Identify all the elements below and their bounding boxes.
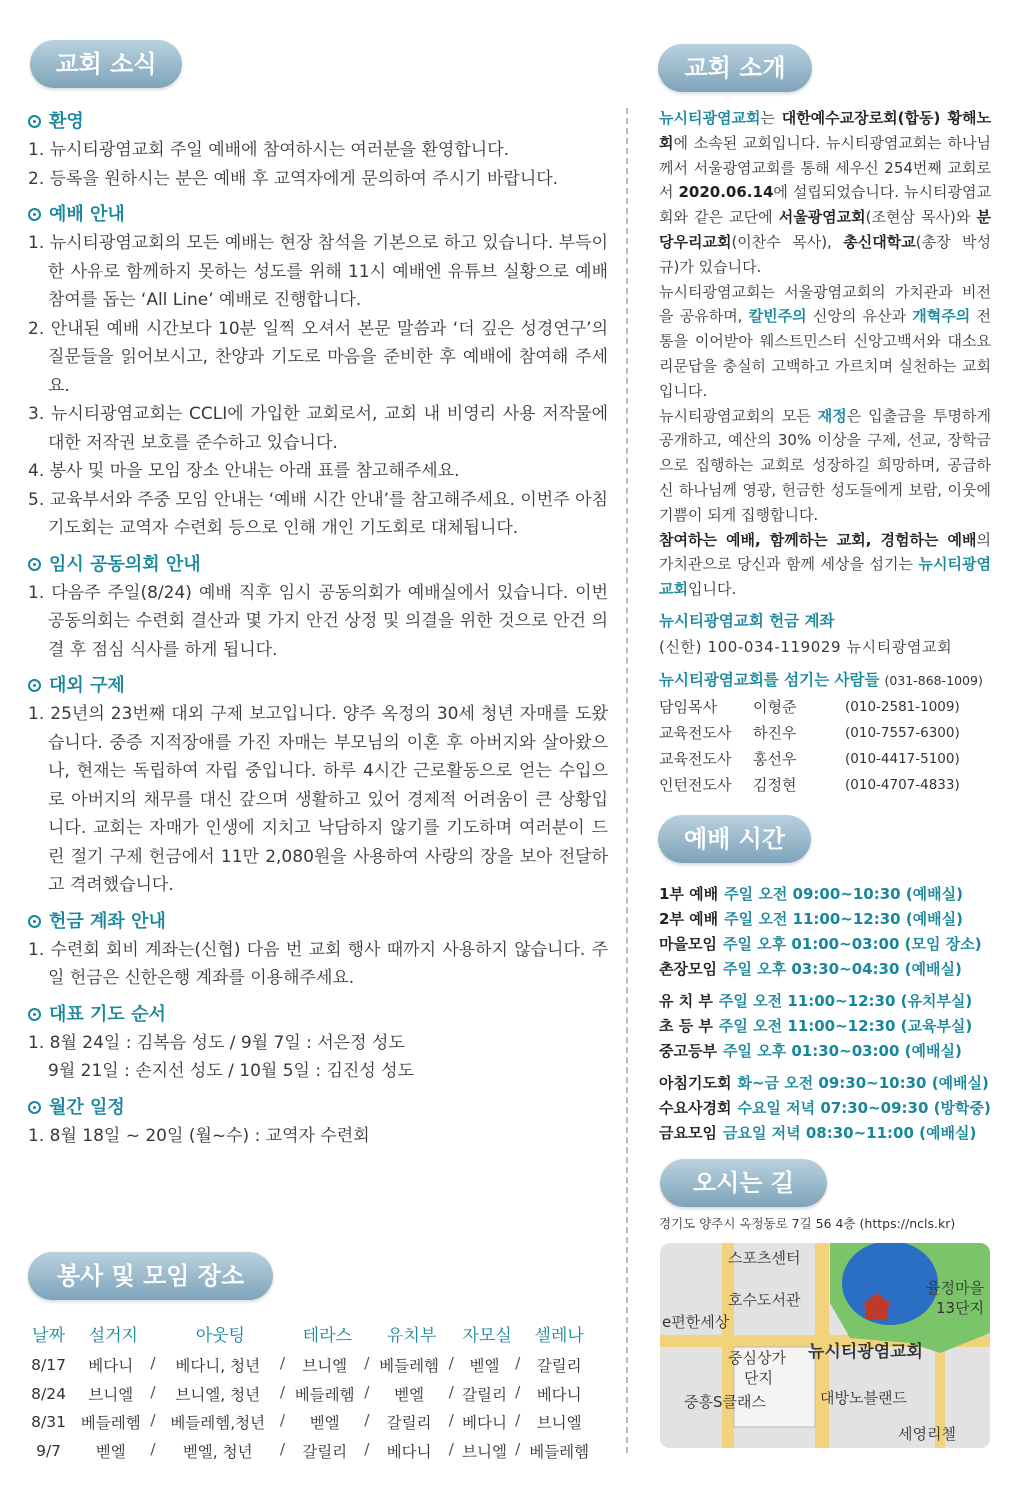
keyword: 재정 (817, 406, 847, 425)
separator: / (515, 1354, 521, 1373)
worship-name: 금요모임 (659, 1124, 717, 1142)
worship-time: 화~금 오전 09:30~10:30 (예배실) (737, 1074, 989, 1092)
table-row (26, 1380, 598, 1409)
founding-date: 2020.06.14 (678, 183, 774, 202)
intro-text: 뉴시티광염교회의 모든 (659, 406, 818, 425)
bullet-icon (28, 915, 41, 928)
news-heading (30, 40, 182, 88)
staff-name: 홍선우 (753, 750, 797, 768)
news-item: 5. 교육부서와 주중 모임 안내는 ‘예배 시간 안내’를 참고해주세요. 이번주 아침 기도회는 교역자 수련회 등으로 인해 개인 기도회로 대체됩니다. (28, 489, 608, 538)
table-cell: 브니엘 (462, 1442, 507, 1461)
intro-heading-text: 교회 소개 (684, 54, 786, 82)
table-cell: 8/17 (31, 1356, 66, 1375)
worship-name: 유 치 부 (659, 992, 713, 1010)
motto: 참여하는 예배, 함께하는 교회, 경험하는 예배 (659, 530, 977, 549)
table-cell: 베다니 (536, 1385, 582, 1404)
address: 경기도 양주시 옥정동로 7길 56 4층 (https://ncls.kr) (659, 1216, 956, 1231)
separator: / (448, 1354, 454, 1373)
map-label-chapel: 세영리첼 (898, 1425, 956, 1443)
section-title (28, 108, 608, 136)
section-title-text: 예배 안내 (49, 204, 125, 225)
worship-time: 금요일 저녁 08:30~11:00 (예배실) (722, 1124, 977, 1142)
staff-role: 담임목사 (659, 698, 717, 716)
separator: / (364, 1382, 370, 1401)
intro-text: 신앙의 유산과 (806, 307, 913, 326)
table-cell: 벧엘 (95, 1442, 126, 1461)
table-header: 설거지 (88, 1325, 138, 1346)
staff-name: 이형준 (753, 698, 797, 716)
table-cell: 베다니 (386, 1442, 432, 1461)
table-header: 테라스 (302, 1325, 352, 1346)
service-table-heading (28, 1252, 273, 1300)
section-title (28, 1094, 608, 1122)
table-cell: 벧엘, 청년 (182, 1442, 253, 1461)
worship-row (659, 882, 991, 907)
table-cell: 갈릴리 (386, 1414, 432, 1433)
section-title-text: 환영 (49, 111, 84, 132)
map-label-village: 율정마을 (926, 1279, 984, 1297)
news-item: 4. 봉사 및 마을 모임 장소 안내는 아래 표를 참고해주세요. (28, 461, 460, 481)
bullet-icon (28, 115, 41, 128)
table-row (26, 1437, 598, 1466)
worship-heading (658, 815, 811, 863)
separator: / (279, 1382, 286, 1401)
worship-row (659, 989, 991, 1014)
staff-block (659, 667, 991, 798)
directions-heading (660, 1159, 827, 1207)
table-cell: 베다니 (88, 1357, 134, 1376)
table-header: 날짜 (32, 1325, 65, 1346)
separator: / (150, 1382, 156, 1401)
bullet-icon (28, 679, 41, 692)
sister-church: 서울광염교회 (778, 208, 866, 227)
intro-text: 전통을 이어받아 웨스트민스터 신앙고백서와 대소요리문답을 충실히 고백하고 가르치며 실천하는 교회입니다. (659, 307, 991, 400)
table-cell: 브니엘, 청년 (175, 1385, 261, 1404)
table-cell: 베들레헴 (80, 1414, 141, 1433)
worship-time: 주일 오후 01:00~03:00 (모임 장소) (722, 935, 982, 953)
intro-text: 뉴시티광염교회는 서울광염교회의 가치관과 비전을 공유하며, (659, 282, 991, 326)
worship-row (659, 1071, 991, 1096)
staff-phone: (010-4707-4833) (845, 777, 960, 793)
column-divider (626, 108, 628, 1453)
worship-time: 주일 오후 01:30~03:00 (예배실) (722, 1042, 962, 1060)
news-item: 1. 다음주 주일(8/24) 예배 직후 임시 공동의회가 예배실에서 있습니다. 이번 공동의회는 수련회 결산과 몇 가지 안건 상정 및 의결을 위한 것으로 안건 의결 후 점심 식사를 하게 됩니다. (28, 582, 608, 660)
table-cell: 브니엘 (302, 1357, 348, 1376)
staff-role: 교육전도사 (659, 724, 732, 742)
section-title-text: 대외 구제 (49, 675, 125, 696)
separator: / (515, 1439, 521, 1458)
news-item: 1. 8월 24일 : 김복음 성도 / 9월 7일 : 서은정 성도 (28, 1032, 405, 1053)
location-map (660, 1243, 990, 1448)
account-number: (신한) 100-034-119029 뉴시티광염교회 (659, 638, 953, 656)
section-title (28, 551, 608, 579)
intro-text: 은 입출금을 투명하게 공개하고, 예산의 30% 이상을 구제, 선교, 장학금으로 집행하는 교회로 성장하길 희망하며, 공급하신 하나님께 영광, 헌금한 성도들에게 보람, 이웃에 기쁨이 되게 집행합니다. (659, 406, 991, 524)
staff-name: 김정현 (753, 776, 797, 794)
section-title (28, 672, 608, 700)
worship-row (659, 1039, 991, 1064)
intro-paragraph-2 (659, 280, 991, 404)
news-item: 2. 등록을 원하시는 분은 예배 후 교역자에게 문의하여 주시기 바랍니다. (28, 168, 559, 189)
bullet-icon (28, 558, 41, 571)
separator: / (150, 1411, 156, 1430)
account-title: 뉴시티광염교회 헌금 계좌 (659, 612, 835, 630)
staff-role: 인턴전도사 (659, 776, 732, 794)
staff-title: 뉴시티광염교회를 섬기는 사람들 (659, 671, 880, 689)
map-label-library: 호수도서관 (728, 1291, 801, 1309)
seminary: 총신대학교 (843, 232, 916, 251)
table-cell: 8/31 (31, 1413, 66, 1432)
worship-name: 마을모임 (659, 935, 717, 953)
staff-phone: (010-7557-6300) (845, 725, 960, 741)
worship-time: 주일 오전 11:00~12:30 (교육부실) (718, 1017, 973, 1035)
denomination: 대한예수교장로회(합동) 황해노회 (659, 109, 991, 152)
intro-text: 입니다. (687, 580, 737, 599)
staff-row (659, 746, 991, 772)
worship-group (659, 989, 991, 1064)
worship-name: 1부 예배 (659, 885, 719, 903)
account-block (659, 608, 991, 660)
separator: / (150, 1439, 156, 1458)
separator: / (279, 1411, 286, 1430)
separator: / (279, 1354, 286, 1373)
worship-row (659, 957, 991, 982)
table-row (26, 1351, 598, 1380)
news-item-continued: 9월 21일 : 손지선 성도 / 10월 5일 : 김진성 성도 (48, 1061, 415, 1081)
intro-text: 에 설립되었습니다. 뉴시티광염교회와 같은 교단에 (659, 183, 991, 227)
intro-text: 에 소속된 교회입니다. 뉴시티광염교회는 하나님께서 서울광염교회를 통해 세우신 254번째 교회로서 (659, 133, 991, 202)
map-label-center2: 단지 (744, 1369, 773, 1387)
service-table (26, 1315, 598, 1465)
table-cell: 갈릴리 (536, 1357, 582, 1376)
staff-phone: (010-4417-5100) (845, 751, 960, 767)
table-row (26, 1408, 598, 1437)
worship-time: 주일 오전 09:00~10:30 (예배실) (724, 885, 964, 903)
news-item: 1. 수련회 회비 계좌는(신협) 다음 번 교회 행사 때까지 사용하지 않습니다. 주일 헌금은 신한은행 계좌를 이용해주세요. (28, 939, 608, 988)
table-cell: 베들레헴 (529, 1442, 590, 1461)
table-cell: 브니엘 (536, 1414, 582, 1433)
intro-text: 는 (760, 109, 782, 127)
section-title-text: 대표 기도 순서 (49, 1003, 166, 1025)
table-cell: 베들레헴 (379, 1357, 440, 1376)
news-heading-text: 교회 소식 (55, 50, 157, 78)
intro-paragraph-1 (659, 106, 991, 280)
table-header: 아웃팅 (195, 1325, 245, 1346)
separator: / (515, 1382, 521, 1401)
bullet-icon (28, 1008, 41, 1021)
staff-phone: (010-2581-1009) (845, 699, 960, 715)
church-name: 뉴시티광염교회 (659, 555, 991, 599)
worship-name: 2부 예배 (659, 910, 719, 928)
table-header: 유치부 (387, 1325, 437, 1346)
directions-heading-text: 오시는 길 (692, 1169, 795, 1197)
map-label-center: 중심상가 (728, 1349, 786, 1367)
section-title-text: 임시 공동의회 안내 (49, 553, 201, 575)
map-label-class: 중흥S클래스 (684, 1393, 766, 1411)
staff-name: 하진우 (753, 724, 797, 742)
table-cell: 베다니, 청년 (175, 1357, 261, 1376)
table-cell: 갈릴리 (302, 1442, 348, 1461)
worship-row (659, 1014, 991, 1039)
intro-paragraph-4 (659, 528, 991, 602)
table-cell: 브니엘 (88, 1385, 134, 1404)
news-item: 2. 안내된 예배 시간보다 10분 일찍 오셔서 본문 말씀과 ‘더 깊은 성경연구’의 질문들을 읽어보시고, 찬양과 기도로 마음을 준비한 후 예배에 참여해 주세요. (28, 318, 608, 396)
worship-time: 수요일 저녁 07:30~09:30 (방학중) (737, 1099, 991, 1117)
worship-name: 초 등 부 (659, 1017, 713, 1035)
news-item: 3. 뉴시티광염교회는 CCLI에 가입한 교회로서, 교회 내 비영리 사용 저작물에 대한 저작권 보호를 준수하고 있습니다. (28, 404, 608, 453)
separator: / (364, 1439, 370, 1458)
keyword: 개혁주의 (912, 307, 971, 326)
separator: / (515, 1411, 521, 1430)
news-item: 1. 뉴시티광염교회 주일 예배에 참여하시는 여러분을 환영합니다. (28, 140, 510, 160)
intro-text: (이찬수 목사), (731, 232, 844, 251)
staff-list (659, 694, 991, 798)
worship-row (659, 1121, 991, 1146)
worship-name: 촌장모임 (659, 960, 717, 978)
intro-heading (658, 44, 812, 92)
separator: / (448, 1439, 454, 1458)
staff-role: 교육전도사 (659, 750, 732, 768)
intro-paragraph-3 (659, 404, 991, 528)
map-label-church: 뉴시티광염교회 (808, 1342, 923, 1362)
intro-body (659, 106, 991, 602)
worship-heading-text: 예배 시간 (683, 825, 786, 853)
separator: / (364, 1354, 370, 1373)
news-section (28, 100, 608, 1150)
worship-schedule (659, 882, 991, 1153)
section-title (28, 908, 608, 936)
church-phone: (031-868-1009) (884, 673, 983, 688)
worship-row (659, 907, 991, 932)
staff-row (659, 720, 991, 746)
church-name: 뉴시티광염교회 (659, 109, 761, 127)
worship-group (659, 882, 991, 982)
table-cell: 벧엘 (309, 1414, 340, 1433)
worship-name: 아침기도회 (659, 1074, 732, 1092)
worship-row (659, 932, 991, 957)
table-cell: 갈릴리 (462, 1385, 507, 1404)
worship-name: 중고등부 (659, 1042, 717, 1060)
map-label-noble: 대방노블랜드 (820, 1389, 907, 1407)
staff-row (659, 772, 991, 798)
table-cell: 베들레헴 (294, 1385, 355, 1404)
service-table-heading-text: 봉사 및 모임 장소 (56, 1262, 245, 1290)
worship-name: 수요사경회 (659, 1099, 732, 1117)
news-item: 1. 25년의 23번째 대외 구제 보고입니다. 양주 옥정의 30세 청년 자매를 도왔습니다. 중증 지적장애를 가진 자매는 부모님의 이혼 후 아버지와 살아왔으나, 현재는 독립하여 자립 중입니다. 하루 4시간 근로활동으로 얻는 수입으로 아버지의 채무를 대신 갚으며 생활하고 있어 경제적 어려움이 큰 상황입니다. 교회는 자매가 인생에 지치고 낙담하지 않기를 기도하며 여러분이 드린 절기 구제 헌금에서 11만 2,080원을 사용하여 사랑의 장을 보아 전달하고 격려했습니다. (28, 704, 608, 895)
worship-row (659, 1096, 991, 1121)
table-cell: 베다니 (462, 1414, 507, 1433)
separator: / (150, 1354, 156, 1373)
table-cell: 벧엘 (394, 1385, 425, 1404)
keyword: 칼빈주의 (748, 307, 807, 326)
separator: / (448, 1382, 454, 1401)
worship-time: 주일 오전 11:00~12:30 (유치부실) (718, 992, 973, 1010)
map-label-village2: 13단지 (936, 1299, 985, 1317)
worship-time: 주일 오전 11:00~12:30 (예배실) (724, 910, 964, 928)
bullet-icon (28, 208, 41, 221)
map-label-sports: 스포츠센터 (728, 1249, 801, 1267)
worship-time: 주일 오후 03:30~04:30 (예배실) (722, 960, 962, 978)
bullet-icon (28, 1101, 41, 1114)
section-title (28, 201, 608, 229)
table-cell: 벧엘 (469, 1357, 500, 1376)
news-item: 1. 뉴시티광염교회의 모든 예배는 현장 참석을 기본으로 하고 있습니다. 부득이한 사유로 함께하지 못하는 성도를 위해 11시 예배엔 유튜브 실황으로 예배 참여를 돕는 ‘All Line’ 예배로 진행합니다. (28, 233, 608, 310)
separator: / (279, 1439, 286, 1458)
table-header: 자모실 (462, 1325, 512, 1346)
sister-church: 분당우리교회 (659, 208, 991, 251)
staff-row (659, 694, 991, 720)
intro-text: (조현삼 목사)와 (865, 208, 977, 227)
map-label-mart: e편한세상 (662, 1313, 730, 1331)
intro-text: 의 가치관으로 당신과 함께 세상을 섬기는 (659, 530, 991, 574)
table-cell: 베들레헴,청년 (170, 1414, 266, 1433)
worship-group (659, 1071, 991, 1146)
table-cell: 8/24 (31, 1384, 66, 1403)
intro-text: (총장 박성규)가 있습니다. (659, 232, 991, 276)
table-header: 셀레나 (534, 1325, 584, 1346)
separator: / (448, 1411, 454, 1430)
section-title (28, 1001, 608, 1029)
table-cell: 9/7 (36, 1441, 62, 1460)
news-item: 1. 8월 18일 ~ 20일 (월~수) : 교역자 수련회 (28, 1125, 370, 1146)
section-title-text: 월간 일정 (49, 1096, 125, 1118)
section-title-text: 헌금 계좌 안내 (49, 910, 166, 932)
separator: / (364, 1411, 370, 1430)
